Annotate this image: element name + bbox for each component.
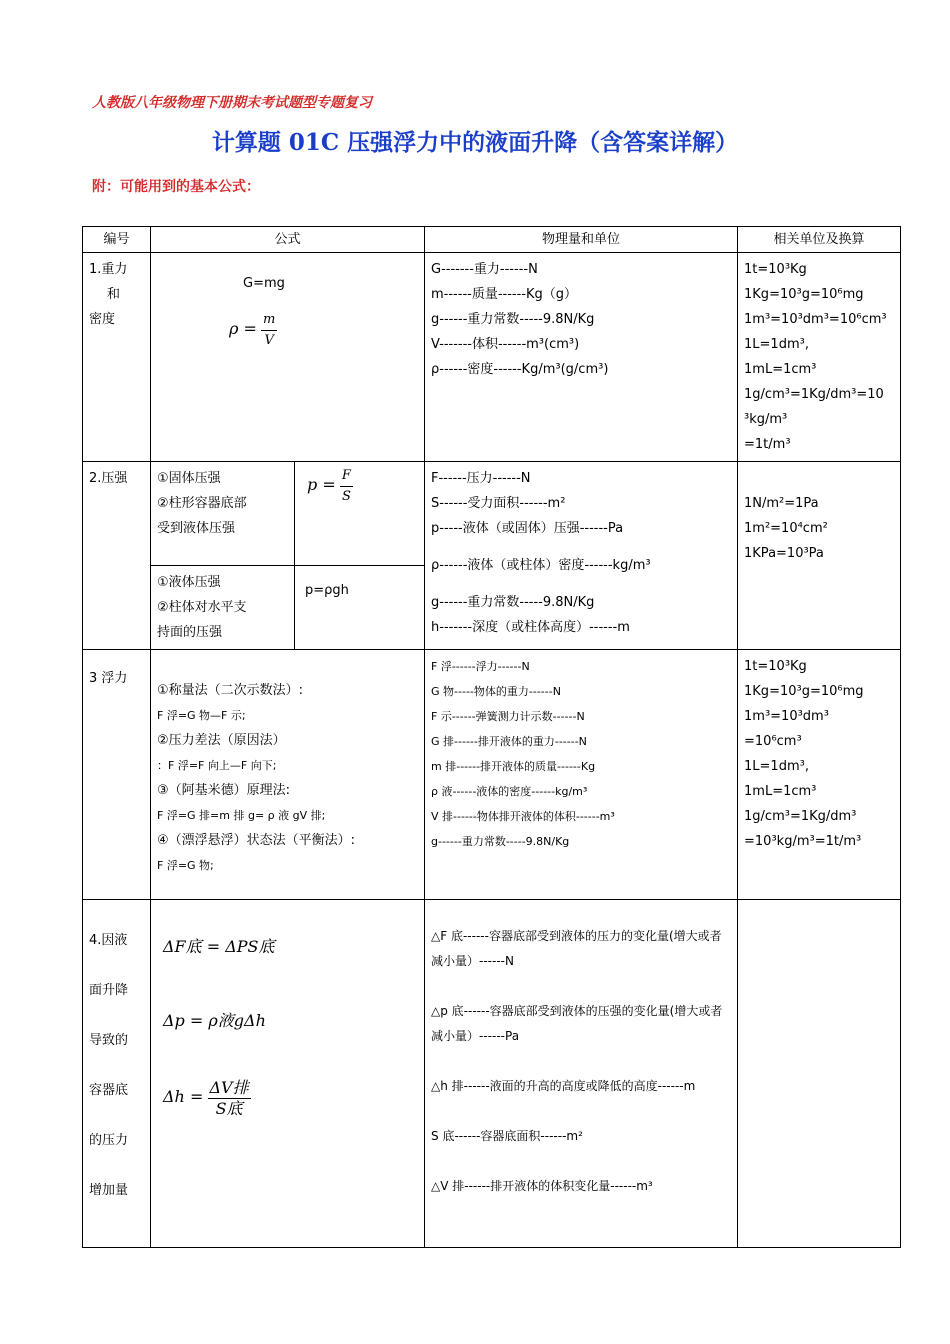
unit-line: 1N/m²=1Pa	[744, 496, 819, 511]
unit-line: 1Kg=10³g=10⁶mg	[744, 684, 864, 699]
quantity-line: F------压力------N	[431, 471, 531, 486]
quantity-line: F 浮------浮力------N	[431, 660, 530, 673]
fraction-denominator: V	[264, 333, 274, 348]
quantity-line: △F 底------容器底部受到液体的压力的变化量(增大或者减小量）------N	[431, 929, 722, 968]
method-line: ②压力差法（原因法）	[157, 733, 286, 748]
unit-line: =10⁶cm³	[744, 734, 802, 749]
unit-line: 1t=10³Kg	[744, 659, 807, 674]
quantity-line: △p 底------容器底部受到液体的压强的变化量(增大或者减小量）------Pa	[431, 1004, 723, 1043]
quantity-line: m 排------排开液体的质量------Kg	[431, 760, 596, 773]
spacer	[744, 466, 894, 491]
quantity-line: ρ 液------液体的密度------kg/m³	[431, 785, 588, 798]
table-row	[83, 900, 901, 1248]
quantity-line: △h 排------液面的升高的高度或降低的高度------m	[431, 1079, 696, 1093]
formula-force-change: ΔF底 = ΔPS底	[163, 937, 275, 956]
quantity-line: g------重力常数-----9.8N/Kg	[431, 312, 595, 327]
fraction-numerator: m	[261, 310, 277, 331]
unit-line: 1g/cm³=1Kg/dm³	[744, 809, 857, 824]
unit-line: 1m³=10³dm³	[744, 709, 829, 724]
row2-units	[738, 462, 901, 650]
height-formula-fraction	[208, 1078, 251, 1119]
quantity-line: △V 排------排开液体的体积变化量------m³	[431, 1179, 653, 1193]
row4-id-line: 4.因液	[89, 933, 128, 948]
fraction-denominator: S	[341, 489, 351, 504]
row3-id: 3 浮力	[83, 650, 151, 900]
method-line: ①称量法（二次示数法）:	[157, 683, 304, 698]
method-line: ：F 浮=F 向上—F 向下;	[157, 759, 277, 772]
fraction-denominator: S底	[215, 1099, 243, 1118]
doc-subtitle: 人教版八年级物理下册期末考试题型专题复习	[92, 95, 372, 111]
unit-line: 1Kg=10³g=10⁶mg	[744, 287, 864, 302]
quantity-line: ρ------液体（或柱体）密度------kg/m³	[431, 558, 651, 573]
method-line: ③（阿基米德）原理法:	[157, 783, 291, 798]
desc-line: ①固体压强	[157, 471, 221, 486]
row4-quantities	[425, 900, 738, 1248]
formula-gravity: G=mg	[243, 276, 285, 291]
formula-pressure-change: Δp = ρ液gΔh	[163, 1011, 266, 1030]
method-line: F 浮=G 排=m 排 g= ρ 液 gV 排;	[157, 809, 326, 822]
quantity-line: S------受力面积------m²	[431, 496, 566, 511]
unit-line: 1L=1dm³,	[744, 759, 809, 774]
quantity-line: V-------体积------m³(cm³)	[431, 337, 580, 352]
formula-table	[82, 226, 901, 1248]
unit-line: 1g/cm³=1Kg/dm³=10	[744, 387, 884, 402]
formula-density-fraction	[261, 310, 277, 351]
method-line: ④（漂浮悬浮）状态法（平衡法）:	[157, 833, 356, 848]
quantity-line: ρ------密度------Kg/m³(g/cm³)	[431, 362, 609, 377]
header-units: 相关单位及换算	[738, 227, 901, 253]
unit-line: 1m²=10⁴cm²	[744, 521, 828, 536]
quantity-line: p-----液体（或固体）压强------Pa	[431, 521, 624, 536]
row2-sub1-desc	[151, 462, 295, 566]
quantity-line: S 底------容器底面积------m²	[431, 1129, 583, 1143]
row2-quantities	[425, 462, 738, 650]
height-formula-lhs: Δh =	[163, 1087, 204, 1106]
table-header-row	[83, 227, 901, 253]
unit-line: 1KPa=10³Pa	[744, 546, 824, 561]
row1-id	[83, 253, 151, 462]
desc-line: ①液体压强	[157, 575, 221, 590]
unit-line: 1L=1dm³,	[744, 337, 809, 352]
quantity-line: h-------深度（或柱体高度）------m	[431, 620, 630, 635]
row4-formulas	[151, 900, 425, 1248]
row2-sub2-formula	[295, 566, 425, 650]
unit-line: 1mL=1cm³	[744, 784, 817, 799]
quantity-line: G 物-----物体的重力------N	[431, 685, 561, 698]
quantity-line: V 排------物体排开液体的体积------m³	[431, 810, 615, 823]
row1-id-line: 密度	[89, 312, 116, 327]
row4-id-line: 的压力	[89, 1133, 129, 1148]
row1-formulas	[151, 253, 425, 462]
desc-line: 受到液体压强	[157, 521, 236, 536]
formula-density-lhs: ρ =	[229, 319, 257, 338]
header-quantities: 物理量和单位	[425, 227, 738, 253]
pressure-formula-lhs: p =	[307, 475, 336, 494]
row3-methods	[151, 650, 425, 900]
liquid-pressure-formula: p=ρgh	[305, 583, 349, 598]
row2-id: 2.压强	[83, 462, 151, 650]
unit-line: 1m³=10³dm³=10⁶cm³	[744, 312, 887, 327]
row2-sub2-desc	[151, 566, 295, 650]
unit-line: 1mL=1cm³	[744, 362, 817, 377]
unit-line: 1t=10³Kg	[744, 262, 807, 277]
unit-line: =1t/m³	[744, 437, 791, 452]
row3-units	[738, 650, 901, 900]
quantity-line: G-------重力------N	[431, 262, 538, 277]
quantity-line: g------重力常数-----9.8N/Kg	[431, 835, 570, 848]
doc-title: 计算题 01C 压强浮力中的液面升降（含答案详解）	[211, 129, 739, 156]
row1-quantities	[425, 253, 738, 462]
row3-quantities	[425, 650, 738, 900]
row2-sub1-formula	[295, 462, 425, 566]
quantity-line: F 示------弹簧测力计示数------N	[431, 710, 585, 723]
row1-id-line: 和	[107, 287, 121, 302]
unit-line: ³kg/m³	[744, 412, 788, 427]
row4-id	[83, 900, 151, 1248]
formula-height-change	[163, 1038, 418, 1119]
formula-note: 附：可能用到的基本公式：	[92, 179, 260, 195]
quantity-line: G 排------排开液体的重力------N	[431, 735, 587, 748]
table-row	[83, 253, 901, 462]
formula-density	[157, 296, 418, 351]
pressure-formula-fraction	[340, 466, 353, 507]
method-line: F 浮=G 物;	[157, 859, 214, 872]
table-row	[83, 650, 901, 900]
table-row	[83, 462, 901, 566]
desc-line: ②柱体对水平支	[157, 600, 247, 615]
header-formula: 公式	[151, 227, 425, 253]
quantity-line: g------重力常数-----9.8N/Kg	[431, 595, 595, 610]
quantity-line: m------质量------Kg（g）	[431, 287, 577, 302]
row1-id-line: 1.重力	[89, 262, 128, 277]
row4-id-line: 增加量	[89, 1183, 129, 1198]
row4-id-line: 导致的	[89, 1033, 129, 1048]
fraction-numerator: F	[340, 466, 353, 487]
unit-line: =10³kg/m³=1t/m³	[744, 834, 862, 849]
desc-line: 持面的压强	[157, 625, 223, 640]
row4-id-line: 容器底	[89, 1083, 129, 1098]
row4-units	[738, 900, 901, 1248]
fraction-numerator: ΔV排	[209, 1078, 249, 1097]
header-id: 编号	[83, 227, 151, 253]
desc-line: ②柱形容器底部	[157, 496, 247, 511]
row4-id-line: 面升降	[89, 983, 129, 998]
method-line: F 浮=G 物—F 示;	[157, 709, 246, 722]
row1-units	[738, 253, 901, 462]
